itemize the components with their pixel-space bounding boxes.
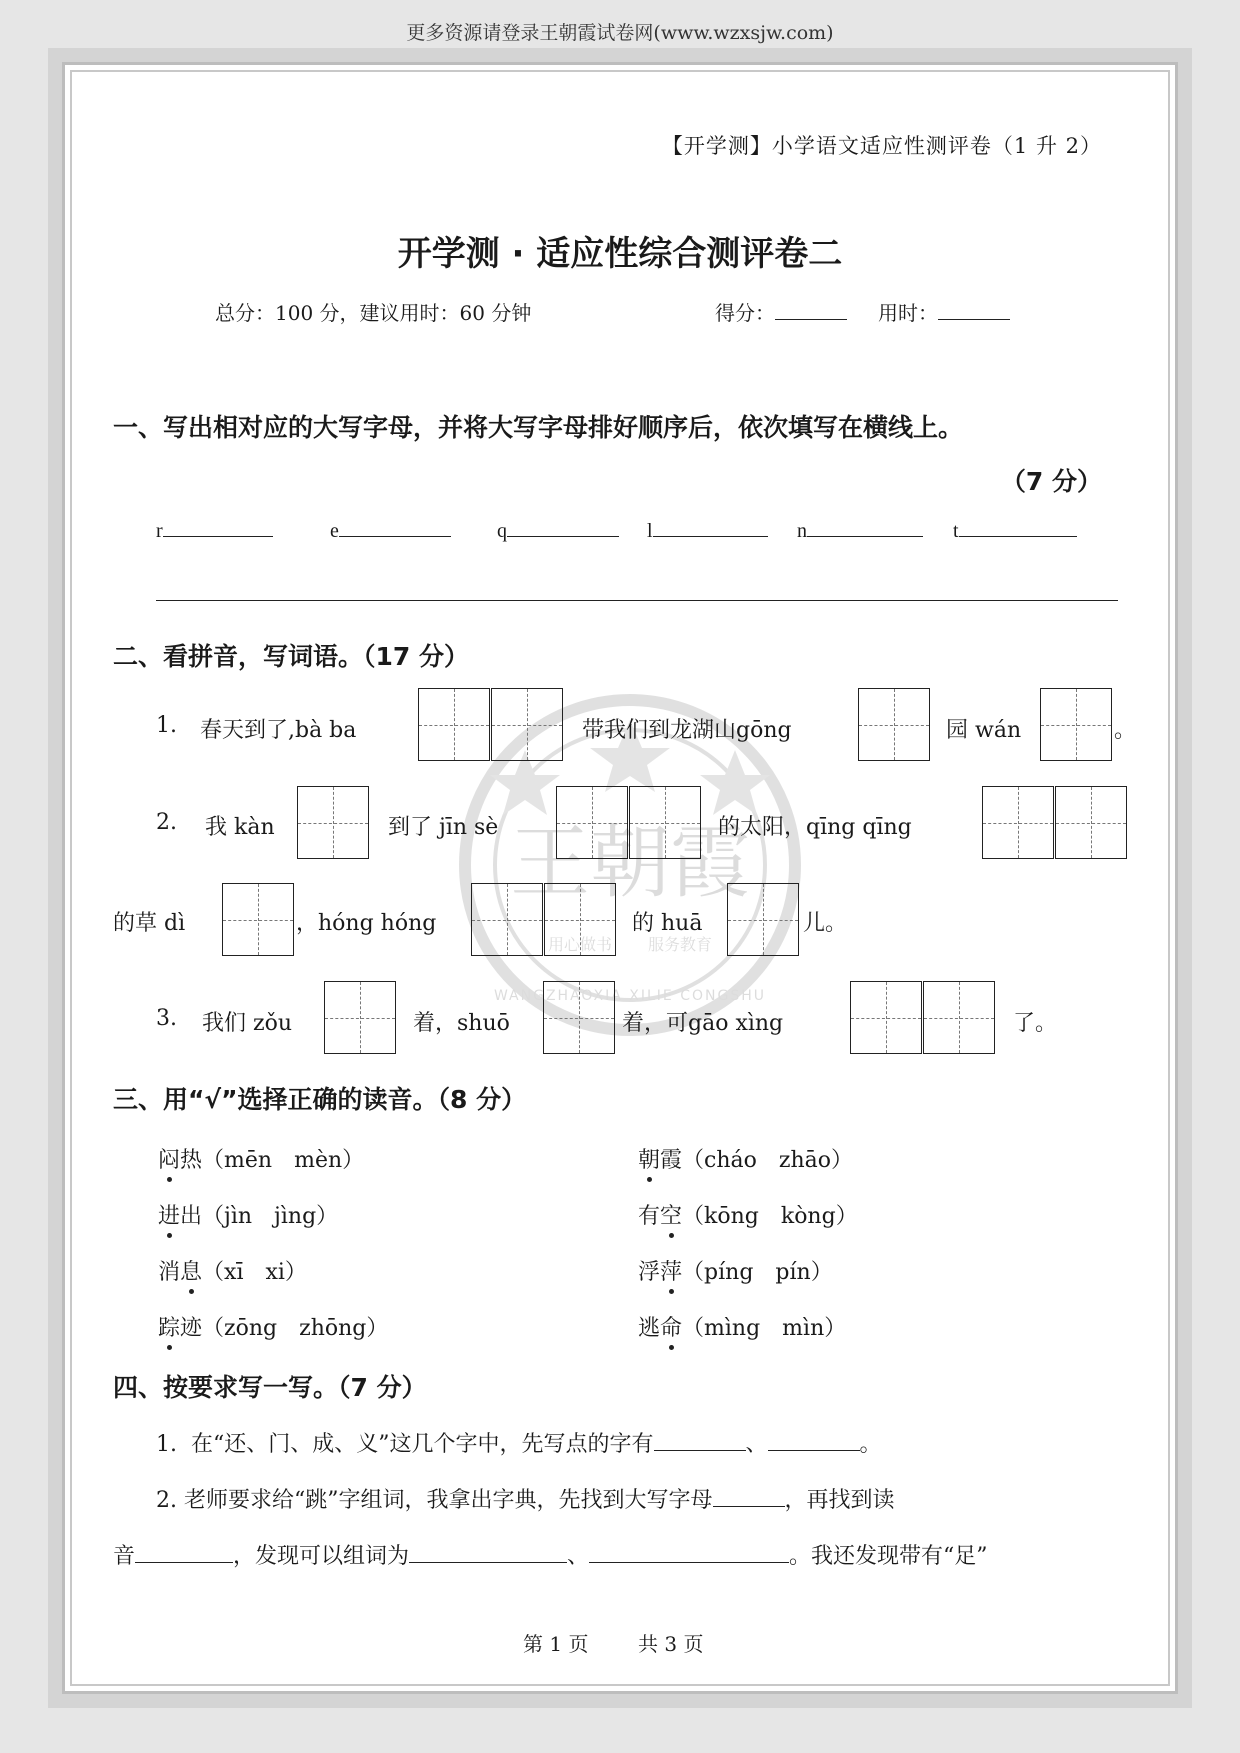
- q2-3-text-b: 着，shuō: [413, 1011, 510, 1036]
- meta-score-label: 得分：: [715, 301, 775, 325]
- tianzige-box[interactable]: [850, 981, 922, 1054]
- page-number: 第 1 页: [523, 1632, 589, 1656]
- meta-time: [878, 297, 1010, 326]
- tianzige-box[interactable]: [629, 786, 701, 859]
- letter-blank[interactable]: [507, 535, 619, 537]
- q4-2-text-a: 老师要求给“跳”字组词，我拿出字典，先找到大写字母: [184, 1488, 713, 1513]
- reading-item[interactable]: 浮萍（píng pín）: [638, 1260, 833, 1285]
- tianzige-box[interactable]: [1055, 786, 1127, 859]
- q4-1: 1. 在“还、门、成、义”这几个字中，先写点的字有 、 。: [156, 1432, 882, 1457]
- answer-blank[interactable]: [409, 1561, 567, 1563]
- letter-item: r: [156, 520, 273, 543]
- q2-2-text-g: 儿。: [803, 911, 848, 936]
- q4-2-cont: 音 ，发现可以组词为 、 。我还发现带有“足”: [113, 1544, 988, 1569]
- tianzige-box[interactable]: [297, 786, 369, 859]
- q4-1-num: 1.: [156, 1432, 177, 1457]
- letter-blank[interactable]: [163, 535, 273, 537]
- reading-item[interactable]: 消息（xī xi）: [158, 1260, 307, 1285]
- q4-1-text: 在“还、门、成、义”这几个字中，先写点的字有: [191, 1432, 654, 1457]
- q2-3-text-a: 我们 zǒu: [202, 1011, 292, 1036]
- page-total: 共 3 页: [638, 1632, 704, 1656]
- letter-item: q: [497, 520, 619, 543]
- answer-blank[interactable]: [768, 1449, 860, 1451]
- watermark-ring-text: WANGZHAOXIA XILIE CONGSHU: [493, 988, 767, 1004]
- tianzige-box[interactable]: [418, 688, 490, 761]
- letter-blank[interactable]: [807, 535, 923, 537]
- q4-2-text-b: ，再找到读: [784, 1488, 895, 1513]
- letter-blank[interactable]: [339, 535, 451, 537]
- q2-3-num: 3.: [156, 1006, 177, 1031]
- tianzige-box[interactable]: [544, 883, 616, 956]
- reading-item[interactable]: 有空（kōng kòng）: [638, 1204, 858, 1229]
- letter-item: l: [647, 520, 768, 543]
- section-1-points: （7 分）: [1000, 467, 1102, 496]
- site-note: 更多资源请登录王朝霞试卷网(www.wzxsjw.com): [406, 22, 834, 44]
- watermark-slogan-left: 用心做书: [547, 935, 613, 954]
- q2-2-text-b: 到了 jīn sè: [388, 815, 499, 840]
- q4-2-num: 2.: [156, 1488, 177, 1513]
- q2-1-text-c: 园 wán: [946, 718, 1022, 743]
- meta-time-label: 用时：: [878, 301, 938, 325]
- reading-item[interactable]: 进出（jìn jìng）: [158, 1204, 339, 1229]
- letter-item: t: [953, 520, 1077, 543]
- time-blank[interactable]: [938, 318, 1010, 320]
- reading-item[interactable]: 朝霞（cháo zhāo）: [638, 1148, 854, 1173]
- header-tag: 【开学测】小学语文适应性测评卷（1 升 2）: [661, 134, 1102, 158]
- q2-2-text-a: 我 kàn: [205, 815, 275, 840]
- section-3-heading: 三、用“√”选择正确的读音。（8 分）: [113, 1085, 527, 1114]
- section-2-heading: 二、看拼音，写词语。（17 分）: [113, 642, 469, 671]
- answer-blank[interactable]: [654, 1449, 746, 1451]
- meta-score: [715, 297, 847, 326]
- q2-2-text-f: 的 huā: [632, 911, 703, 936]
- reading-item[interactable]: 逃命（mìng mìn）: [638, 1316, 847, 1341]
- letter-item: e: [330, 520, 451, 543]
- tianzige-box[interactable]: [222, 883, 294, 956]
- q2-2-text-d: 的草 dì: [113, 911, 186, 936]
- watermark-brand: 王朝霞: [510, 816, 750, 909]
- letter-blank[interactable]: [959, 535, 1077, 537]
- q4-2: [156, 1483, 895, 1514]
- tianzige-box[interactable]: [471, 883, 543, 956]
- q2-1-text-a: 春天到了,bà ba: [200, 718, 357, 743]
- letter-blank[interactable]: [653, 535, 768, 537]
- section-4-heading: 四、按要求写一写。（7 分）: [113, 1373, 427, 1402]
- answer-blank[interactable]: [713, 1505, 785, 1507]
- page-title: 开学测 · 适应性综合测评卷二: [397, 234, 843, 274]
- tianzige-box[interactable]: [1040, 688, 1112, 761]
- tianzige-box[interactable]: [727, 883, 799, 956]
- q2-3-text-d: 了。: [1013, 1011, 1058, 1036]
- q2-1-num: 1.: [156, 713, 177, 738]
- tianzige-box[interactable]: [556, 786, 628, 859]
- reading-item[interactable]: 踪迹（zōng zhōng）: [158, 1316, 389, 1341]
- tianzige-box[interactable]: [324, 981, 396, 1054]
- section-1-heading: 一、写出相对应的大写字母，并将大写字母排好顺序后，依次填写在横线上。: [113, 413, 964, 442]
- score-blank[interactable]: [775, 318, 847, 320]
- reading-item[interactable]: 闷热（mēn mèn）: [158, 1148, 365, 1173]
- q2-3-text-c: 着，可gāo xìng: [622, 1011, 784, 1036]
- q2-2-text-e: ，hóng hóng: [296, 911, 437, 936]
- letter-item: n: [797, 520, 923, 543]
- answer-blank[interactable]: [589, 1561, 789, 1563]
- tianzige-box[interactable]: [491, 688, 563, 761]
- q2-2-num: 2.: [156, 810, 177, 835]
- q2-1-text-d: 。: [1114, 718, 1137, 743]
- watermark-slogan-right: 服务教育: [647, 935, 713, 954]
- tianzige-box[interactable]: [982, 786, 1054, 859]
- order-answer-line[interactable]: [156, 600, 1118, 601]
- tianzige-box[interactable]: [858, 688, 930, 761]
- meta-total: 总分：100 分，建议用时：60 分钟: [215, 301, 532, 325]
- q2-1-text-b: 带我们到龙湖山gōng: [582, 718, 792, 743]
- tianzige-box[interactable]: [923, 981, 995, 1054]
- answer-blank[interactable]: [135, 1561, 233, 1563]
- q2-2-text-c: 的太阳，qīng qīng: [718, 815, 912, 840]
- tianzige-box[interactable]: [543, 981, 615, 1054]
